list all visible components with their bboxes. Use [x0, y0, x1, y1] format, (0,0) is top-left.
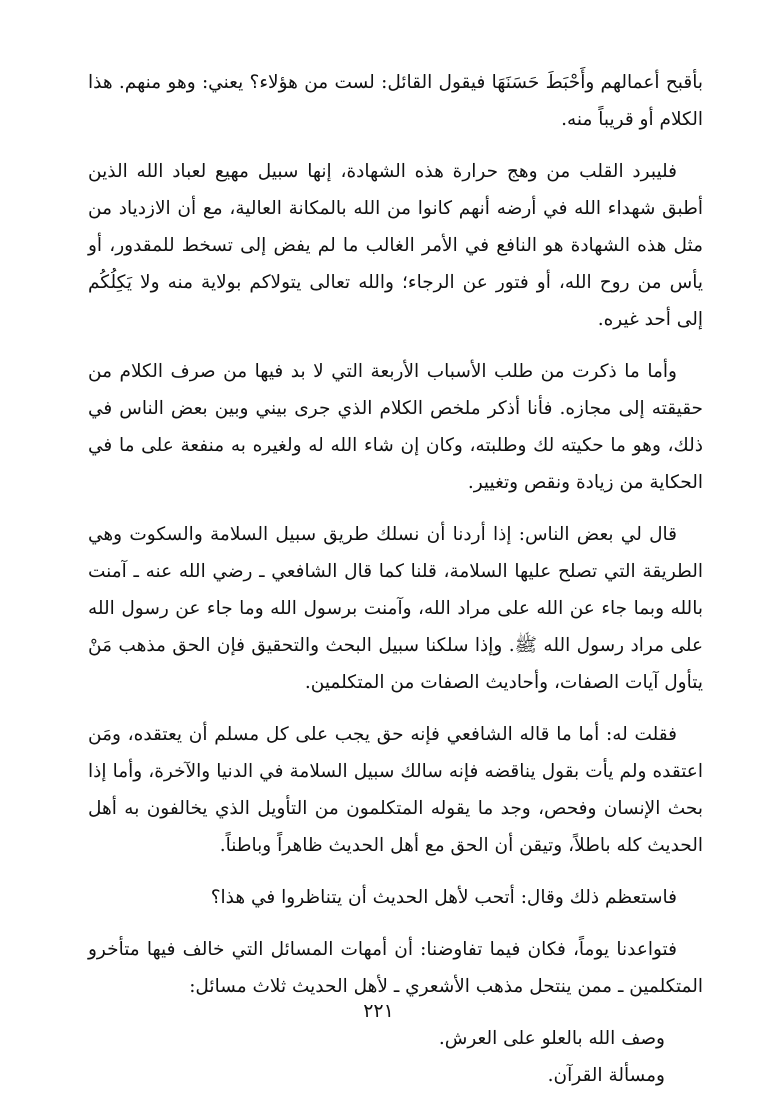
paragraph-1: بأقبح أعمالهم وأَحْبَطَ حَسَنَهَا فيقول القائل: لست من هؤلاء؟ يعني: وهو منهم. هذا الكلام أو قريباً منه.	[88, 72, 703, 130]
paragraph-7: فتواعدنا يوماً، فكان فيما تفاوضنا: أن أمهات المسائل التي خالف فيها متأخرو المتكلمين ـ ممن ينتحل مذهب الأشعري ـ لأهل الحديث ثلاث مسائل:	[88, 939, 703, 997]
body-text	[88, 64, 703, 1094]
paragraph-3: وأما ما ذكرت من طلب الأسباب الأربعة التي لا بد فيها من صرف الكلام من حقيقته إلى مجازه. فأنا أذكر ملخص الكلام الذي جرى بيني وبين بعض الناس في ذلك، وهو ما حكيته لك وطلبته، وكان إن شاء الله له ولغيره به منفعة على ما في الحكاية من زيادة ونقص وتغيير.	[88, 361, 703, 493]
paragraph-5: فقلت له: أما ما قاله الشافعي فإنه حق يجب على كل مسلم أن يعتقده، ومَن اعتقده ولم يأت بقول يناقضه فإنه سالك سبيل السلامة في الدنيا والآخرة، وأما إذا بحث الإنسان وفحص، وجد ما يقوله المتكلمون من التأويل الذي يخالفون به أهل الحديث كله باطلاً، وتيقن أن الحق مع أهل الحديث ظاهراً وباطناً.	[88, 724, 703, 856]
paragraph-2: فليبرد القلب من وهج حرارة هذه الشهادة، إنها سبيل مهيع لعباد الله الذين أطبق شهداء الله في أرضه أنهم كانوا من الله بالمكانة العالية، مع أن الازدياد من مثل هذه الشهادة هو النافع في الأمر الغالب ما لم يفض إلى تسخط للمقدور، أو يأس من روح الله، أو فتور عن الرجاء؛ والله تعالى يتولاكم بولاية منه ولا يَكِلُكُم إلى أحد غيره.	[88, 161, 703, 330]
list-line-2: ومسألة القرآن.	[547, 1065, 665, 1086]
paragraph-4: قال لي بعض الناس: إذا أردنا أن نسلك طريق سبيل السلامة والسكوت وهي الطريقة التي تصلح عليها السلامة، قلنا كما قال الشافعي ـ رضي الله عنه ـ آمنت بالله وبما جاء عن الله على مراد الله، وآمنت برسول الله وما جاء عن رسول الله على مراد رسول الله ﷺ. وإذا سلكنا سبيل البحث والتحقيق فإن الحق مذهب مَنْ يتأول آيات الصفات، وأحاديث الصفات من المتكلمين.	[88, 524, 703, 693]
list-line-1: وصف الله بالعلو على العرش.	[438, 1028, 665, 1049]
paragraph-6: فاستعظم ذلك وقال: أتحب لأهل الحديث أن يتناظروا في هذا؟	[210, 887, 677, 908]
page-number: ٢٢١	[363, 1000, 394, 1022]
